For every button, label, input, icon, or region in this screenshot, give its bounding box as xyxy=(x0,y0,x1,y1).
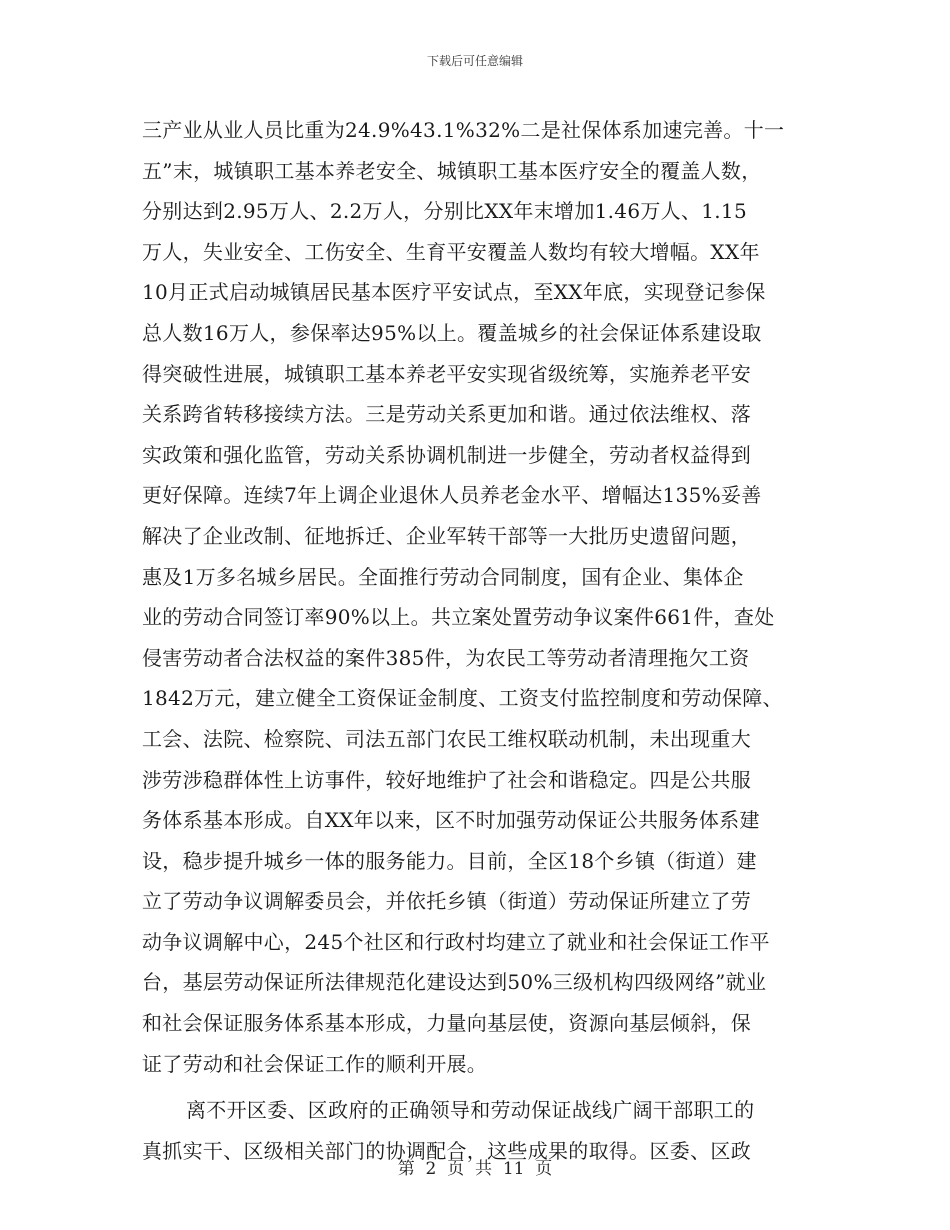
text-line: 涉劳涉稳群体性上访事件，较好地维护了社会和谐稳定。四是公共服 xyxy=(142,767,751,792)
text-line: 三产业从业人员比重为24.9%43.1%32%二是社保体系加速完善。十一 xyxy=(142,118,785,142)
text-line: 惠及1万多名城乡居民。全面推行劳动合同制度，国有企业、集体企 xyxy=(142,564,744,589)
text-line: 得突破性进展，城镇职工基本养老平安实现省级统筹，实施养老平安 xyxy=(142,361,751,386)
paragraph-1 xyxy=(142,110,810,1084)
text-line: 万人，失业安全、工伤安全、生育平安覆盖人数均有较大增幅。XX年 xyxy=(142,239,760,264)
text-line: 工会、法院、检察院、司法五部门农民工维权联动机制，未出现重大 xyxy=(142,726,751,751)
page-unit-label: 页 xyxy=(447,1159,465,1179)
text-line: 和社会保证服务体系基本形成，力量向基层使，资源向基层倾斜，保 xyxy=(142,1011,751,1036)
text-line: 总人数16万人，参保率达95%以上。覆盖城乡的社会保证体系建设取 xyxy=(142,320,762,345)
text-line: 台，基层劳动保证所法律规范化建设达到50%三级机构四级网络”就业 xyxy=(142,970,767,995)
text-line: 更好保障。连续7年上调企业退休人员养老金水平、增幅达135%妥善 xyxy=(142,483,762,508)
text-line: 五”末，城镇职工基本养老安全、城镇职工基本医疗安全的覆盖人数， xyxy=(142,158,762,183)
total-pages-number: 11 xyxy=(502,1159,525,1179)
text-line: 1842万元，建立健全工资保证金制度、工资支付监控制度和劳动保障、 xyxy=(142,686,783,711)
text-line: 离不开区委、区政府的正确领导和劳动保证战线广阔干部职工的 xyxy=(186,1098,755,1123)
text-line: 动争议调解中心，245个社区和行政村均建立了就业和社会保证工作平 xyxy=(142,929,770,954)
document-body xyxy=(142,110,810,1171)
text-line: 解决了企业改制、征地拆迁、企业军转干部等一大批历史遗留问题， xyxy=(142,523,751,548)
text-line: 业的劳动合同签订率90%以上。共立案处置劳动争议案件661件，查处 xyxy=(142,605,775,630)
text-line: 实政策和强化监管，劳动关系协调机制进一步健全，劳动者权益得到 xyxy=(142,442,751,467)
total-label: 共 xyxy=(475,1159,492,1179)
current-page-number: 2 xyxy=(425,1159,437,1179)
text-line: 真抓实干、区级相关部门的协调配合，这些成果的取得。区委、区政 xyxy=(142,1138,751,1163)
text-line: 关系跨省转移接续方法。三是劳动关系更加和谐。通过依法维权、落 xyxy=(142,402,751,427)
text-line: 分别达到2.95万人、2.2万人，分别比XX年末增加1.46万人、1.15 xyxy=(142,199,747,224)
text-line: 证了劳动和社会保证工作的顺利开展。 xyxy=(142,1051,488,1076)
text-line: 立了劳动争议调解委员会，并依托乡镇（街道）劳动保证所建立了劳 xyxy=(142,889,751,914)
page-label: 第 xyxy=(397,1159,415,1179)
text-line: 10月正式启动城镇居民基本医疗平安试点，至XX年底，实现登记参保 xyxy=(142,280,766,305)
text-line: 侵害劳动者合法权益的案件385件，为农民工等劳动者清理拖欠工资 xyxy=(142,645,750,670)
page-footer xyxy=(0,1154,950,1179)
text-line: 务体系基本形成。自XX年以来，区不时加强劳动保证公共服务体系建 xyxy=(142,808,760,833)
header-text: 下载后可任意编辑 xyxy=(426,54,523,68)
total-unit-label: 页 xyxy=(535,1159,553,1179)
text-line: 设，稳步提升城乡一体的服务能力。目前，全区18个乡镇（街道）建 xyxy=(142,848,757,873)
page-header xyxy=(0,52,950,69)
